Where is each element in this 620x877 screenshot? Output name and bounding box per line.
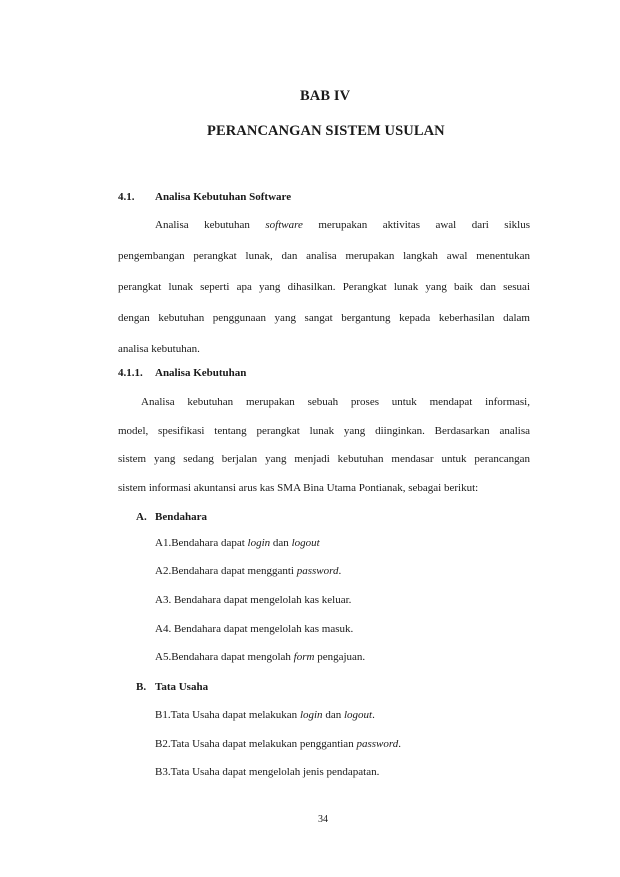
para-4-1-1-line-3: sistem yang sedang berjalan yang menjadi kebutuhan mendasar untuk perancangan bbox=[118, 453, 530, 465]
term-software: software bbox=[265, 219, 303, 231]
para-4-1-line-2: pengembangan perangkat lunak, dan analisa merupakan langkah awal menentukan bbox=[118, 250, 530, 262]
section-4-1-1-title: Analisa Kebutuhan bbox=[155, 367, 247, 379]
list-item-a3: A3. Bendahara dapat mengelolah kas keluar. bbox=[155, 594, 352, 606]
list-item-a1: A1.Bendahara dapat login dan logout bbox=[155, 537, 320, 549]
list-item-b2: B2.Tata Usaha dapat melakukan penggantian password. bbox=[155, 738, 401, 750]
list-item-a5: A5.Bendahara dapat mengolah form pengajuan. bbox=[155, 651, 366, 663]
section-4-1-1-number: 4.1.1. bbox=[118, 367, 143, 379]
chapter-title: PERANCANGAN SISTEM USULAN bbox=[207, 123, 445, 139]
section-4-1-title: Analisa Kebutuhan Software bbox=[155, 191, 292, 203]
para-4-1-line-3: perangkat lunak seperti apa yang dihasilkan. Perangkat lunak yang baik dan sesuai bbox=[118, 281, 530, 293]
chapter-number: BAB IV bbox=[300, 88, 351, 104]
list-b-title: Tata Usaha bbox=[155, 681, 209, 693]
para-4-1-1-line-1: Analisa kebutuhan merupakan sebuah proses untuk mendapat informasi, bbox=[141, 396, 530, 408]
para-4-1-line-5: analisa kebutuhan. bbox=[118, 343, 200, 355]
list-item-b1: B1.Tata Usaha dapat melakukan login dan logout. bbox=[155, 709, 375, 721]
list-item-a2: A2.Bendahara dapat mengganti password. bbox=[155, 565, 342, 577]
list-item-b3: B3.Tata Usaha dapat mengelolah jenis pendapatan. bbox=[155, 766, 380, 778]
list-a-title: Bendahara bbox=[155, 511, 207, 523]
list-a-label: A. bbox=[136, 511, 147, 523]
page-number: 34 bbox=[318, 814, 328, 825]
para-4-1-1-line-2: model, spesifikasi tentang perangkat lunak yang diinginkan. Berdasarkan analisa bbox=[118, 425, 530, 437]
section-4-1-number: 4.1. bbox=[118, 191, 135, 203]
para-4-1-line-1: Analisa kebutuhan software merupakan aktivitas awal dari siklus bbox=[155, 219, 530, 231]
list-b-label: B. bbox=[136, 681, 147, 693]
para-4-1-1-line-4: sistem informasi akuntansi arus kas SMA Bina Utama Pontianak, sebagai berikut: bbox=[118, 482, 479, 494]
para-4-1-line-4: dengan kebutuhan penggunaan yang sangat bergantung kepada keberhasilan dalam bbox=[118, 312, 530, 324]
list-item-a4: A4. Bendahara dapat mengelolah kas masuk. bbox=[155, 623, 354, 635]
